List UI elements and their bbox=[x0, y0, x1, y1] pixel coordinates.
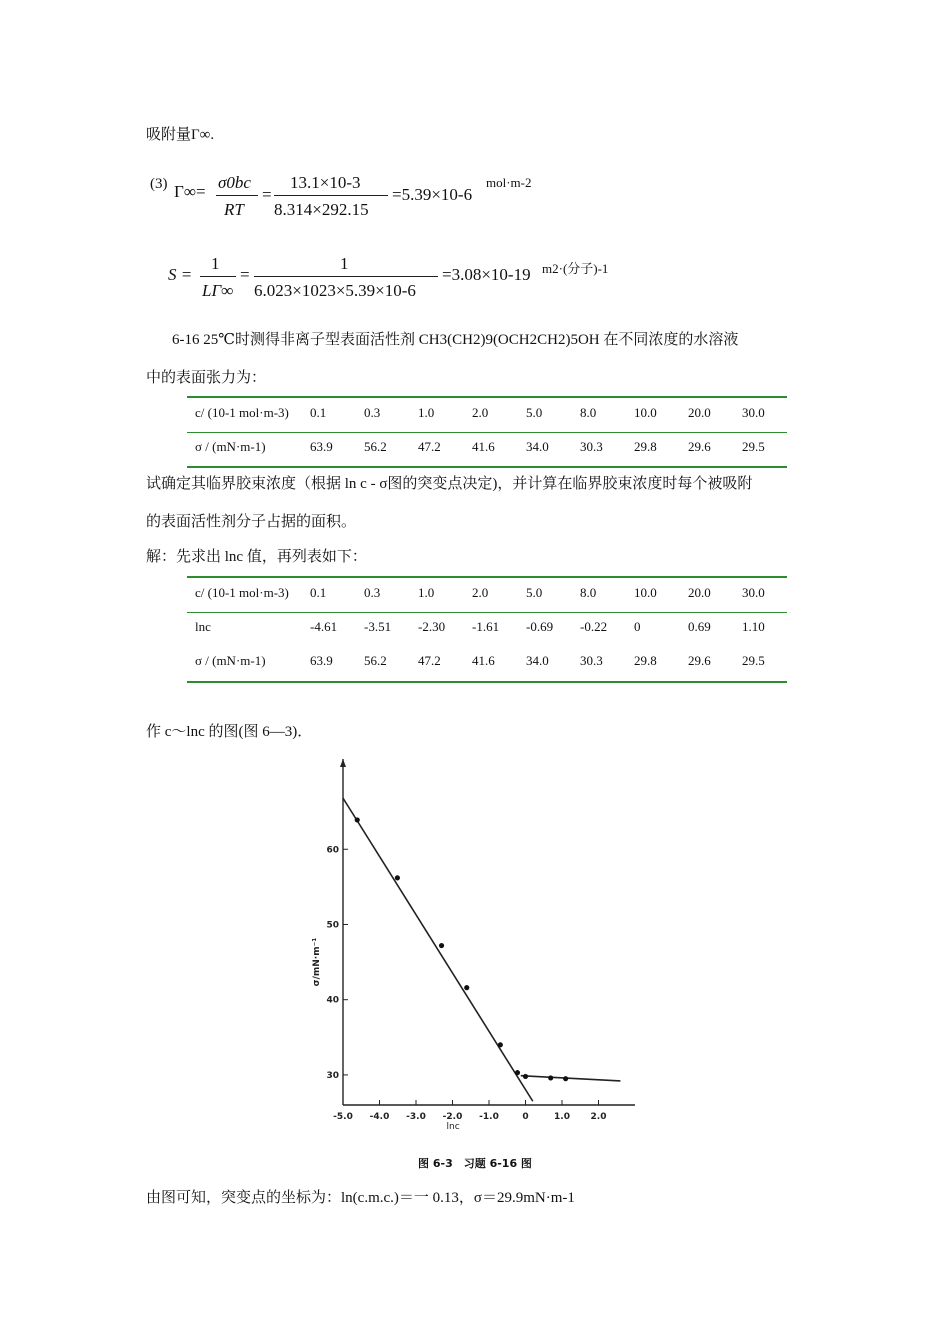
data-point bbox=[515, 1070, 520, 1075]
table-cell: 29.6 bbox=[688, 653, 711, 668]
table-cell: 56.2 bbox=[364, 653, 387, 668]
fit-line-1 bbox=[343, 798, 533, 1101]
table-cell: 8.0 bbox=[580, 405, 597, 420]
x-tick-label: -4.0 bbox=[369, 1112, 390, 1122]
table-cell: 0.1 bbox=[310, 585, 327, 600]
table-cell: 29.5 bbox=[742, 439, 765, 454]
plot-intro: 作 c～lnc 的图(图 6—3)． bbox=[146, 724, 313, 740]
row-label: c/ (10-1 mol·m-3) bbox=[195, 585, 289, 600]
chart-x-label: lnc bbox=[446, 1122, 460, 1132]
row-label: σ / (mN·m-1) bbox=[195, 439, 266, 454]
table-cell: 29.6 bbox=[688, 439, 711, 454]
chart-points bbox=[355, 817, 569, 1081]
formula-lhs: Γ∞= bbox=[174, 182, 206, 201]
table-cell: 5.0 bbox=[526, 585, 543, 600]
data-point bbox=[395, 875, 400, 880]
table-cell: 41.6 bbox=[472, 653, 495, 668]
chart-title: 图 6-3 习题 6-16 图 bbox=[418, 1157, 532, 1170]
table-cell: 29.5 bbox=[742, 653, 765, 668]
y-tick-label: 40 bbox=[326, 995, 339, 1006]
data-point bbox=[548, 1075, 553, 1080]
table-cell: 10.0 bbox=[634, 405, 657, 420]
table-cell: 0 bbox=[634, 619, 641, 634]
formula-gamma bbox=[150, 168, 610, 228]
formula-s-result: =3.08×10-19 bbox=[442, 265, 531, 284]
chart-y-label: σ/mN·m⁻¹ bbox=[312, 937, 322, 987]
data-point bbox=[523, 1074, 528, 1079]
formula-result: =5.39×10-6 bbox=[392, 185, 473, 204]
data-point bbox=[563, 1076, 568, 1081]
table-row bbox=[195, 576, 796, 610]
fit-line-2 bbox=[521, 1076, 621, 1081]
chart-fit-lines bbox=[343, 798, 620, 1101]
table-cell: 0.1 bbox=[310, 405, 327, 420]
y-tick-label: 30 bbox=[326, 1070, 339, 1081]
table2-bottom-rule bbox=[187, 681, 787, 683]
table-cell: 47.2 bbox=[418, 439, 441, 454]
chart-axes bbox=[340, 759, 635, 1105]
data-point bbox=[498, 1042, 503, 1047]
table-cell: 20.0 bbox=[688, 405, 711, 420]
x-tick-label: -5.0 bbox=[333, 1112, 353, 1122]
formula-eq: = bbox=[262, 185, 272, 204]
formula-s-unit: m2·(分子)-1 bbox=[542, 261, 609, 276]
table-cell: -0.22 bbox=[580, 619, 608, 634]
formula-s-num2: 1 bbox=[340, 254, 349, 273]
table-cell: 2.0 bbox=[472, 585, 489, 600]
problem-line-2: 中的表面张力为： bbox=[146, 370, 267, 386]
conclusion-text: 由图可知，突变点的坐标为：ln(c.m.c.)＝一 0.13，σ＝29.9mN·m-1 bbox=[146, 1190, 575, 1206]
formula-s-den: LΓ∞ bbox=[202, 281, 234, 300]
table-cell: 1.10 bbox=[742, 619, 765, 634]
formula-s-lhs: S = bbox=[168, 265, 193, 284]
chart-y-ticks bbox=[326, 845, 348, 1081]
formula-label: (3) bbox=[150, 176, 168, 192]
surface-tension-chart bbox=[295, 755, 655, 1135]
table-cell: 0.3 bbox=[364, 405, 381, 420]
data-point bbox=[439, 943, 444, 948]
x-tick-label: 0 bbox=[522, 1112, 529, 1122]
x-tick-label: 2.0 bbox=[590, 1112, 607, 1122]
data-point bbox=[464, 985, 469, 990]
table-row bbox=[195, 396, 796, 430]
data-table-2 bbox=[195, 576, 796, 678]
table-cell: 34.0 bbox=[526, 439, 549, 454]
problem-line-3: 试确定其临界胶束浓度（根据 ln c - σ图的突变点决定)，并计算在临界胶束浓度时每个被吸附 bbox=[146, 476, 753, 492]
y-tick-label: 60 bbox=[326, 845, 339, 856]
table-cell: -4.61 bbox=[310, 619, 338, 634]
table-cell: 30.0 bbox=[742, 405, 765, 420]
table-cell: 29.8 bbox=[634, 653, 657, 668]
formula-s-den2: 6.023×1023×5.39×10-6 bbox=[254, 281, 416, 300]
data-table-1 bbox=[195, 396, 796, 464]
solution-text: 解：先求出 lnc 值，再列表如下： bbox=[146, 549, 367, 565]
table-cell: 56.2 bbox=[364, 439, 387, 454]
table-row bbox=[195, 644, 796, 678]
formula-s-num: 1 bbox=[211, 254, 220, 273]
table-cell: -0.69 bbox=[526, 619, 554, 634]
table-cell: -2.30 bbox=[418, 619, 446, 634]
x-tick-label: -3.0 bbox=[406, 1112, 426, 1122]
table-cell: 63.9 bbox=[310, 439, 333, 454]
row-label: lnc bbox=[195, 619, 211, 634]
x-tick-label: 1.0 bbox=[554, 1112, 570, 1122]
table-cell: 30.0 bbox=[742, 585, 765, 600]
table-cell: 0.69 bbox=[688, 619, 711, 634]
table-cell: 34.0 bbox=[526, 653, 549, 668]
table-cell: 29.8 bbox=[634, 439, 657, 454]
table-cell: 8.0 bbox=[580, 585, 597, 600]
table-cell: 30.3 bbox=[580, 439, 603, 454]
x-tick-label: -1.0 bbox=[479, 1112, 499, 1122]
formula-num: σ0bc bbox=[218, 173, 251, 192]
table-cell: 30.3 bbox=[580, 653, 603, 668]
data-point bbox=[355, 817, 360, 822]
row-label: c/ (10-1 mol·m-3) bbox=[195, 405, 289, 420]
formula-s-eq: = bbox=[240, 265, 250, 284]
formula-unit: mol·m-2 bbox=[486, 175, 532, 190]
table-cell: -3.51 bbox=[364, 619, 392, 634]
table-cell: 41.6 bbox=[472, 439, 495, 454]
problem-line-4: 的表面活性剂分子占据的面积。 bbox=[146, 514, 357, 530]
intro-text: 吸附量Γ∞. bbox=[146, 127, 215, 143]
x-tick-label: -2.0 bbox=[442, 1112, 463, 1122]
table-cell: 0.3 bbox=[364, 585, 381, 600]
chart-x-ticks bbox=[333, 1100, 606, 1122]
table1-bottom-rule bbox=[187, 466, 787, 468]
table-cell: 47.2 bbox=[418, 653, 441, 668]
formula-area bbox=[168, 252, 628, 312]
table-cell: 5.0 bbox=[526, 405, 543, 420]
y-tick-label: 50 bbox=[326, 920, 339, 931]
table-cell: 2.0 bbox=[472, 405, 489, 420]
table-cell: -1.61 bbox=[472, 619, 500, 634]
table-row bbox=[195, 430, 796, 464]
formula-num2: 13.1×10-3 bbox=[290, 173, 361, 192]
row-label: σ / (mN·m-1) bbox=[195, 653, 266, 668]
table-cell: 20.0 bbox=[688, 585, 711, 600]
formula-den2: 8.314×292.15 bbox=[274, 200, 369, 219]
formula-den: RT bbox=[224, 200, 244, 219]
table-cell: 63.9 bbox=[310, 653, 333, 668]
problem-line-1: 6-16 25℃时测得非离子型表面活性剂 CH3(CH2)9(OCH2CH2)5OH 在不同浓度的水溶液 bbox=[172, 332, 739, 348]
table-row bbox=[195, 610, 796, 644]
table-cell: 10.0 bbox=[634, 585, 657, 600]
y-axis-arrow bbox=[340, 759, 346, 767]
table-cell: 1.0 bbox=[418, 585, 435, 600]
table-cell: 1.0 bbox=[418, 405, 435, 420]
